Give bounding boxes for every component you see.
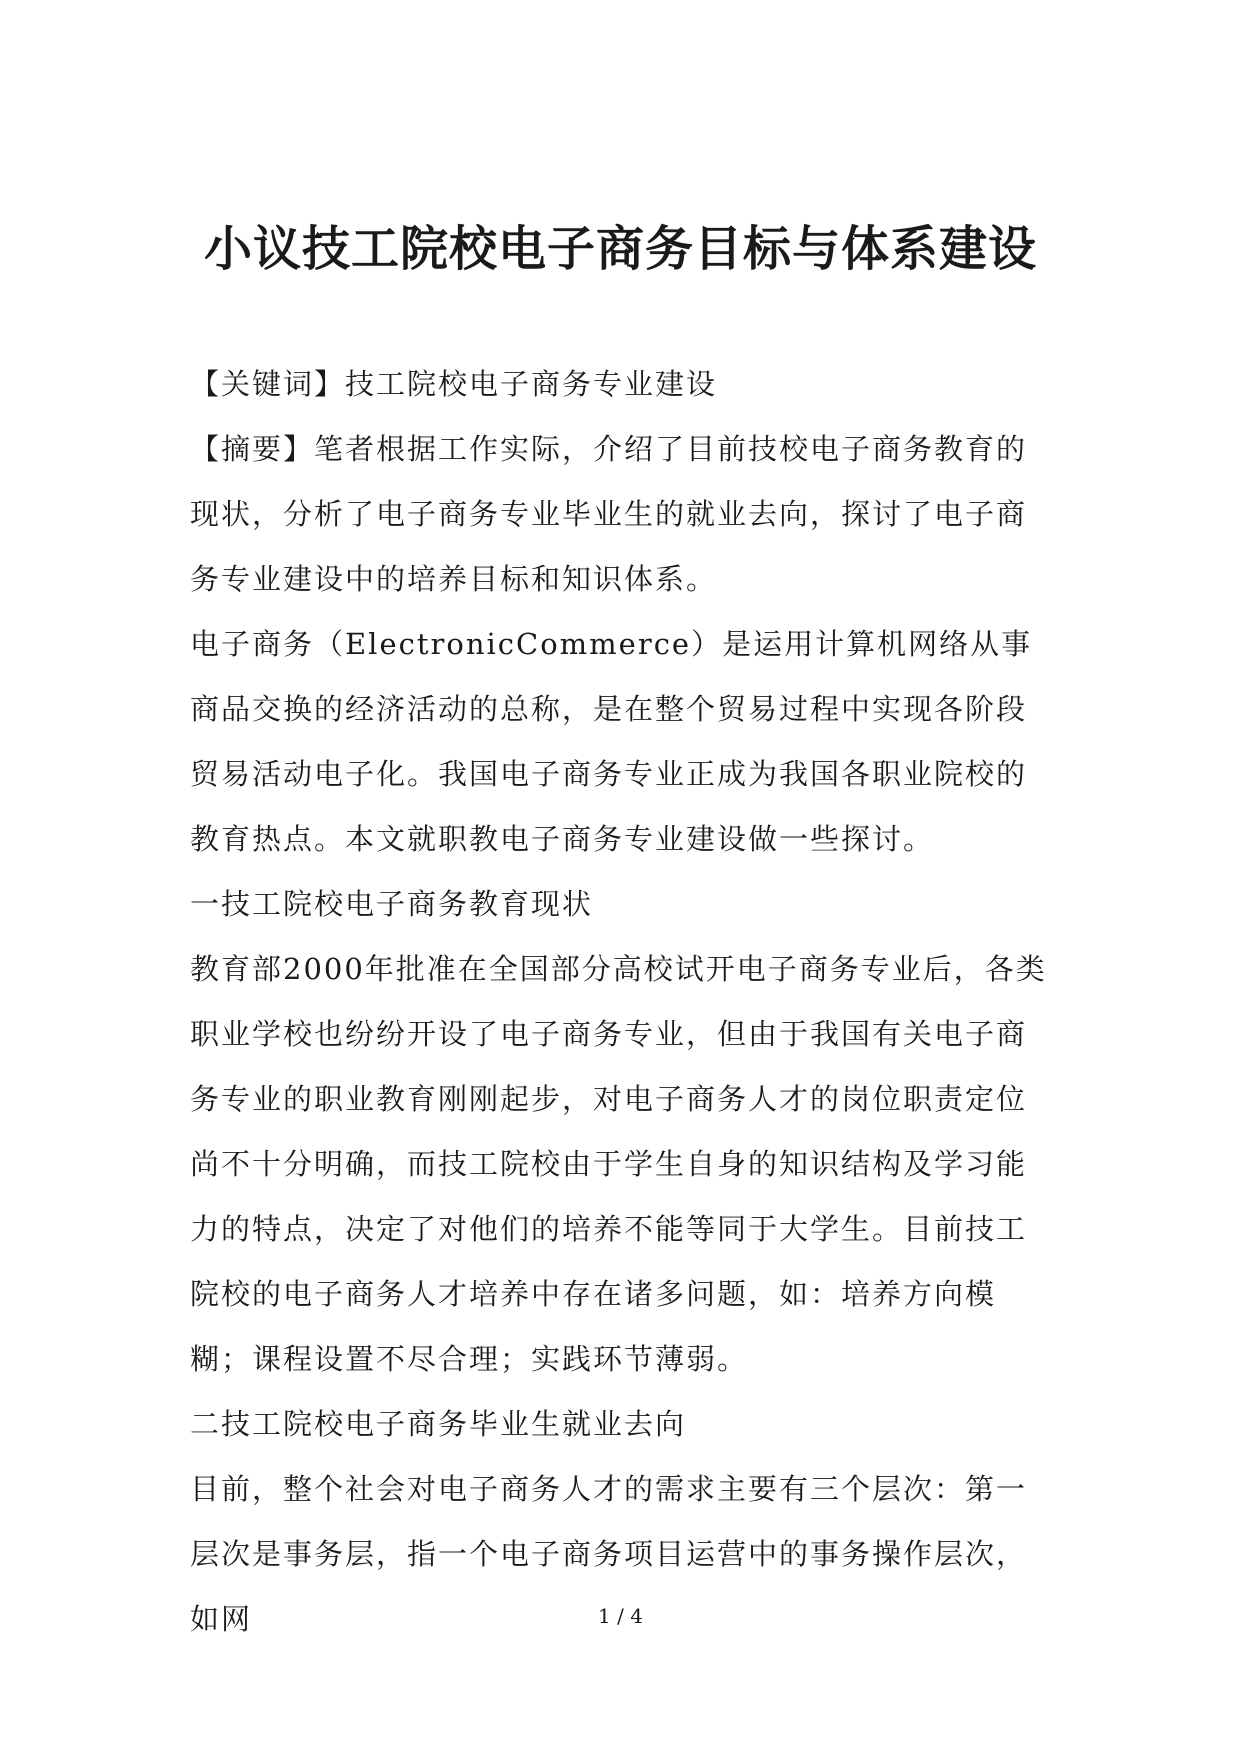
abstract-paragraph: 【摘要】笔者根据工作实际，介绍了目前技校电子商务教育的现状，分析了电子商务专业毕业生的就业去向，探讨了电子商务专业建设中的培养目标和知识体系。 (190, 432, 1028, 596)
section-body-2: 目前，整个社会对电子商务人才的需求主要有三个层次：第一层次是事务层，指一个电子商务项目运营中的事务操作层次，如网 (190, 1472, 1028, 1636)
section-heading-2: 二技工院校电子商务毕业生就业去向 (190, 1407, 687, 1441)
section-body-1: 教育部2000年批准在全国部分高校试开电子商务专业后，各类职业学校也纷纷开设了电子商务专业，但由于我国有关电子商务专业的职业教育刚刚起步，对电子商务人才的岗位职责定位尚不十分明确，而技工院校由于学生自身的知识结构及学习能力的特点，决定了对他们的培养不能等同于大学生。目前技工院校的电子商务人才培养中存在诸多问题，如：培养方向模糊；课程设置不尽合理；实践环节薄弱。 (190, 952, 1047, 1376)
section-heading-1: 一技工院校电子商务教育现状 (190, 887, 594, 921)
page-number: 1 / 4 (598, 1604, 643, 1628)
keywords-paragraph: 【关键词】技工院校电子商务专业建设 (190, 367, 718, 401)
intro-paragraph: 电子商务（ElectronicCommerce）是运用计算机网络从事商品交换的经济活动的总称，是在整个贸易过程中实现各阶段贸易活动电子化。我国电子商务专业正成为我国各职业院校的教育热点。本文就职教电子商务专业建设做一些探讨。 (190, 627, 1033, 856)
document-title: 小议技工院校电子商务目标与体系建设 (203, 221, 1037, 277)
document-body (190, 352, 1050, 1652)
